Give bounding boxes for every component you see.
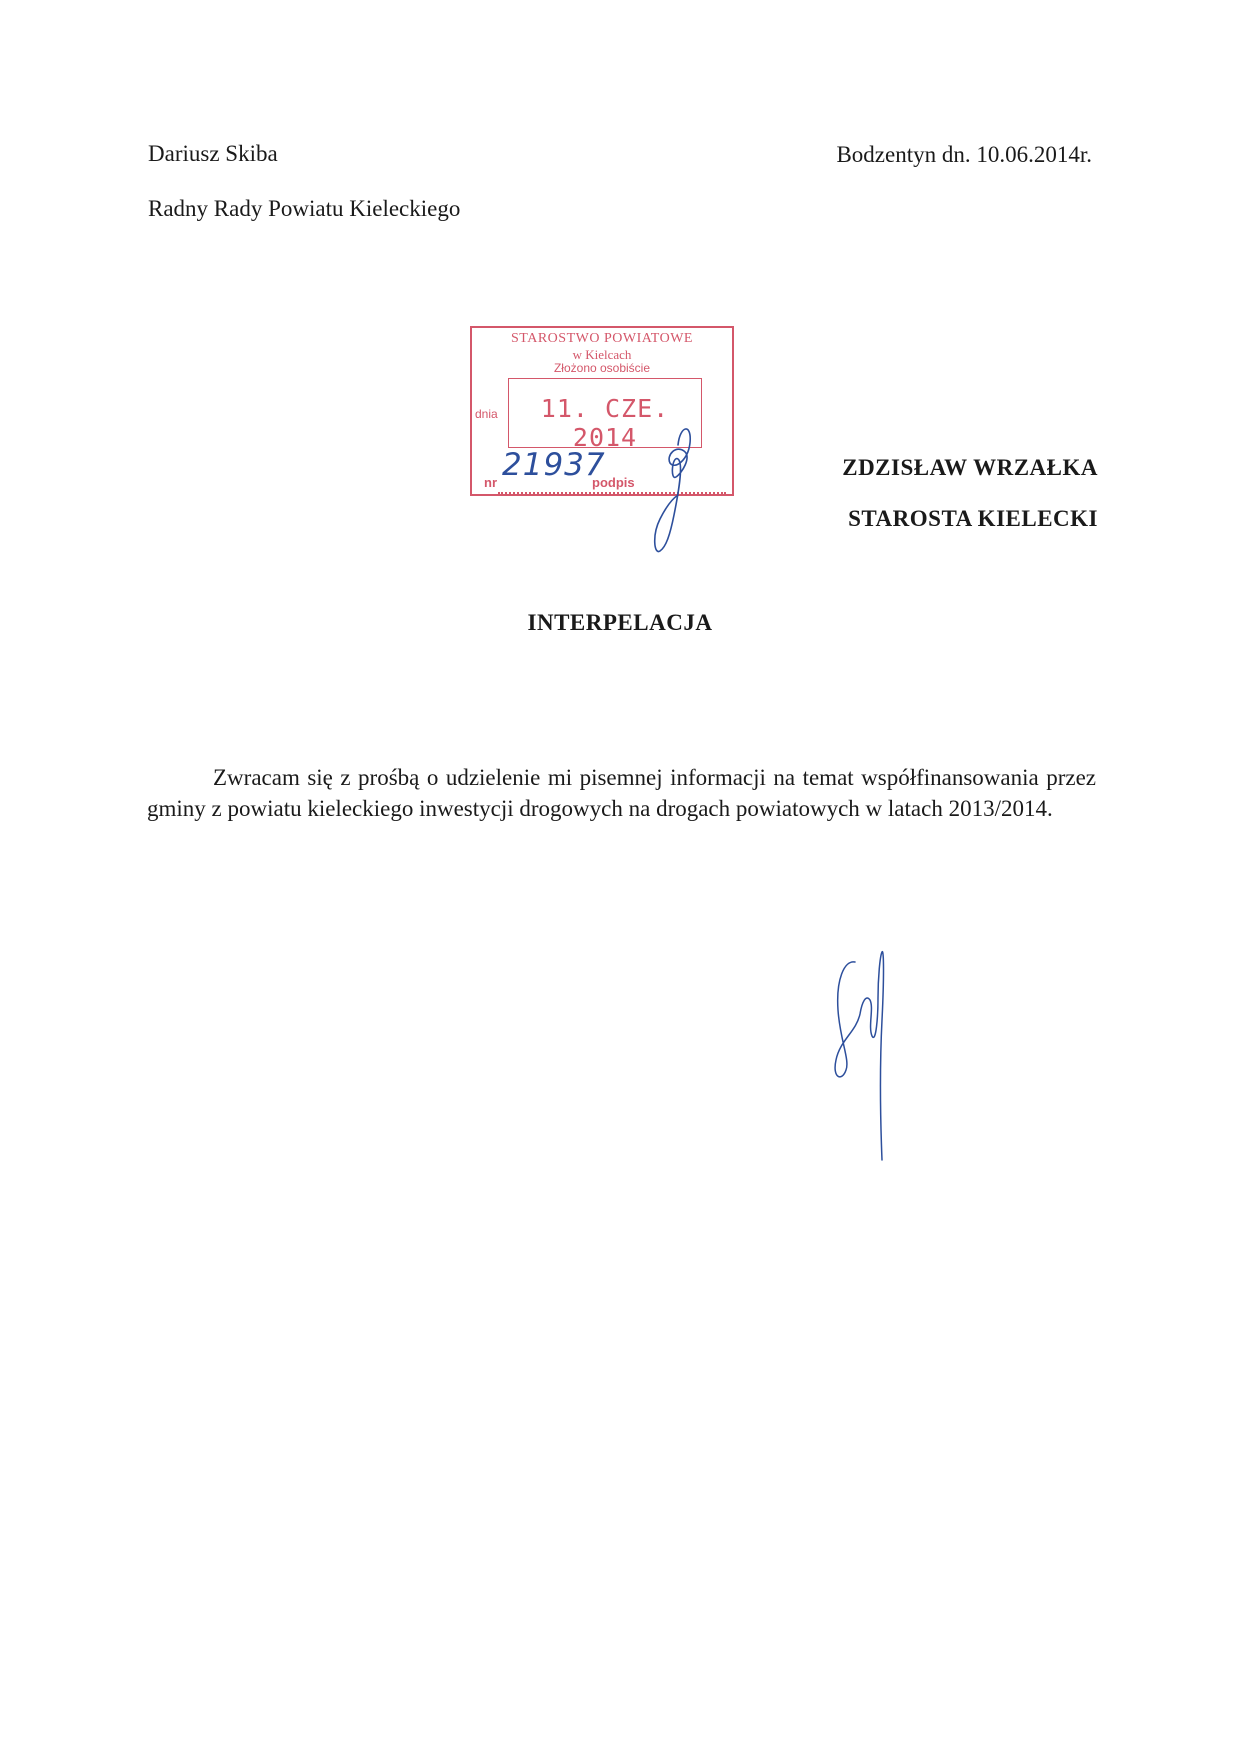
registry-stamp [470,326,734,496]
stamp-date-box [508,378,702,452]
stamp-date-label: dnia [475,407,498,421]
sender-signature-icon [830,940,900,1165]
recipient-name: ZDZISŁAW WRZAŁKA [842,455,1098,480]
stamp-city: w Kielcach [572,347,632,362]
place-and-date: Bodzentyn dn. 10.06.2014r. [836,142,1092,167]
stamp-number-value: 21937 [502,447,606,483]
recipient-block [842,455,1098,557]
stamp-dotted-line [498,492,726,494]
stamp-number-label: nr [484,475,497,490]
stamp-date: 11. CZE. 2014 [540,394,670,452]
document-title: INTERPELACJA [527,610,713,635]
recipient-title: STAROSTA KIELECKI [848,506,1098,531]
sender-name: Dariusz Skiba [148,141,278,166]
stamp-office-name: STAROSTWO POWIATOWE [511,331,693,346]
stamp-signature-label: podpis [592,475,635,490]
sender-role: Radny Rady Powiatu Kieleckiego [148,196,461,221]
document-body: Zwracam się z prośbą o udzielenie mi pisemnej informacji na temat współfinansowania przez gminy z powiatu kieleckiego inwestycji drogowych na drogach powiatowych w latach 2013/2014. [147,765,1096,821]
stamp-filed-note: Złożono osobiście [553,361,651,375]
